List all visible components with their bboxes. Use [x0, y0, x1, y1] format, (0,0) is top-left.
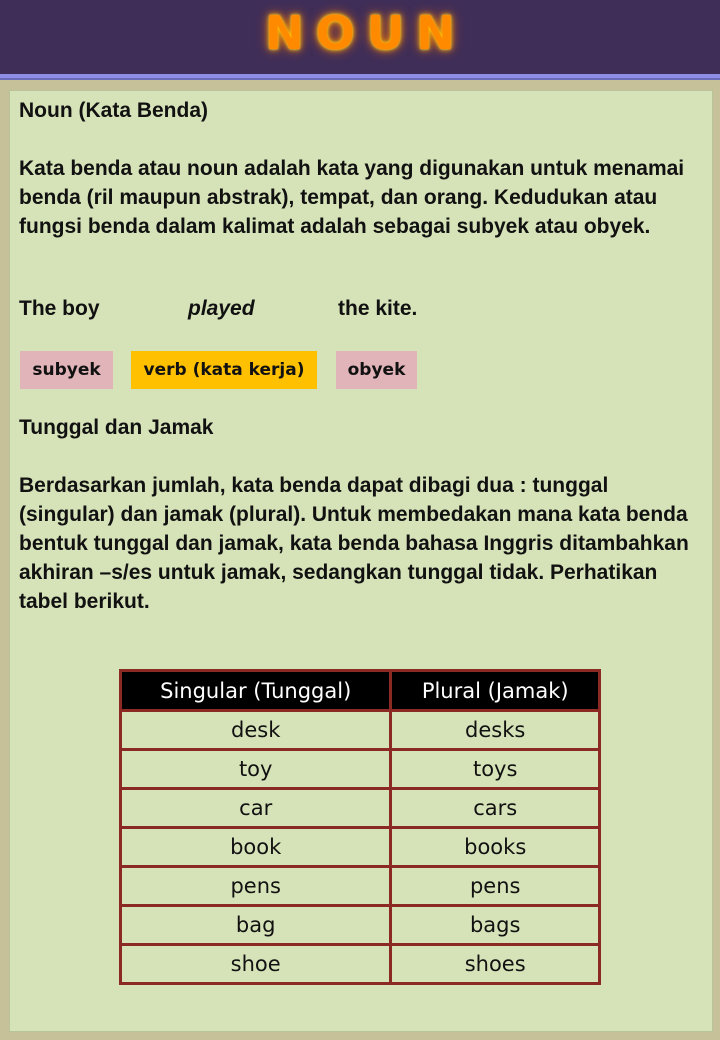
plural-cell: bags	[391, 906, 600, 945]
section-heading-singular-plural: Tunggal dan Jamak	[19, 416, 214, 439]
verb-tag: verb (kata kerja)	[131, 351, 317, 389]
table-row	[121, 867, 600, 906]
subject-tag: subyek	[20, 351, 113, 389]
column-header-plural: Plural (Jamak)	[391, 671, 600, 711]
singular-cell: toy	[121, 750, 391, 789]
table-row	[121, 711, 600, 750]
singular-cell: desk	[121, 711, 391, 750]
plural-cell: books	[391, 828, 600, 867]
object-tag: obyek	[336, 351, 417, 389]
singular-cell: pens	[121, 867, 391, 906]
table-row	[121, 750, 600, 789]
section-heading: Noun (Kata Benda)	[19, 99, 208, 122]
plural-cell: cars	[391, 789, 600, 828]
example-object: the kite.	[338, 297, 418, 320]
table-header-row	[121, 671, 600, 711]
plural-cell: desks	[391, 711, 600, 750]
explanation-paragraph: Berdasarkan jumlah, kata benda dapat dibagi dua : tunggal (singular) dan jamak (plural). Untuk membedakan mana kata benda bentuk tunggal dan jamak, kata benda bahasa Inggris ditambahkan akhiran –s/es untuk jamak, sedangkan tunggal tidak. Perhatikan tabel berikut.	[19, 474, 689, 613]
page-title: NOUN	[265, 6, 467, 60]
singular-cell: book	[121, 828, 391, 867]
column-header-singular: Singular (Tunggal)	[121, 671, 391, 711]
plural-cell: shoes	[391, 945, 600, 984]
singular-cell: shoe	[121, 945, 391, 984]
singular-cell: bag	[121, 906, 391, 945]
singular-plural-table	[119, 669, 601, 985]
header-banner	[0, 0, 720, 78]
table-row	[121, 789, 600, 828]
content-panel	[9, 90, 713, 1032]
table-row	[121, 906, 600, 945]
example-verb: played	[188, 297, 255, 320]
table-row	[121, 945, 600, 984]
definition-paragraph: Kata benda atau noun adalah kata yang digunakan untuk menamai benda (ril maupun abstrak), tempat, dan orang. Kedudukan atau fungsi benda dalam kalimat adalah sebagai subyek atau obyek.	[19, 157, 685, 238]
plural-cell: pens	[391, 867, 600, 906]
table-row	[121, 828, 600, 867]
plural-cell: toys	[391, 750, 600, 789]
example-subject: The boy	[19, 297, 100, 320]
singular-cell: car	[121, 789, 391, 828]
